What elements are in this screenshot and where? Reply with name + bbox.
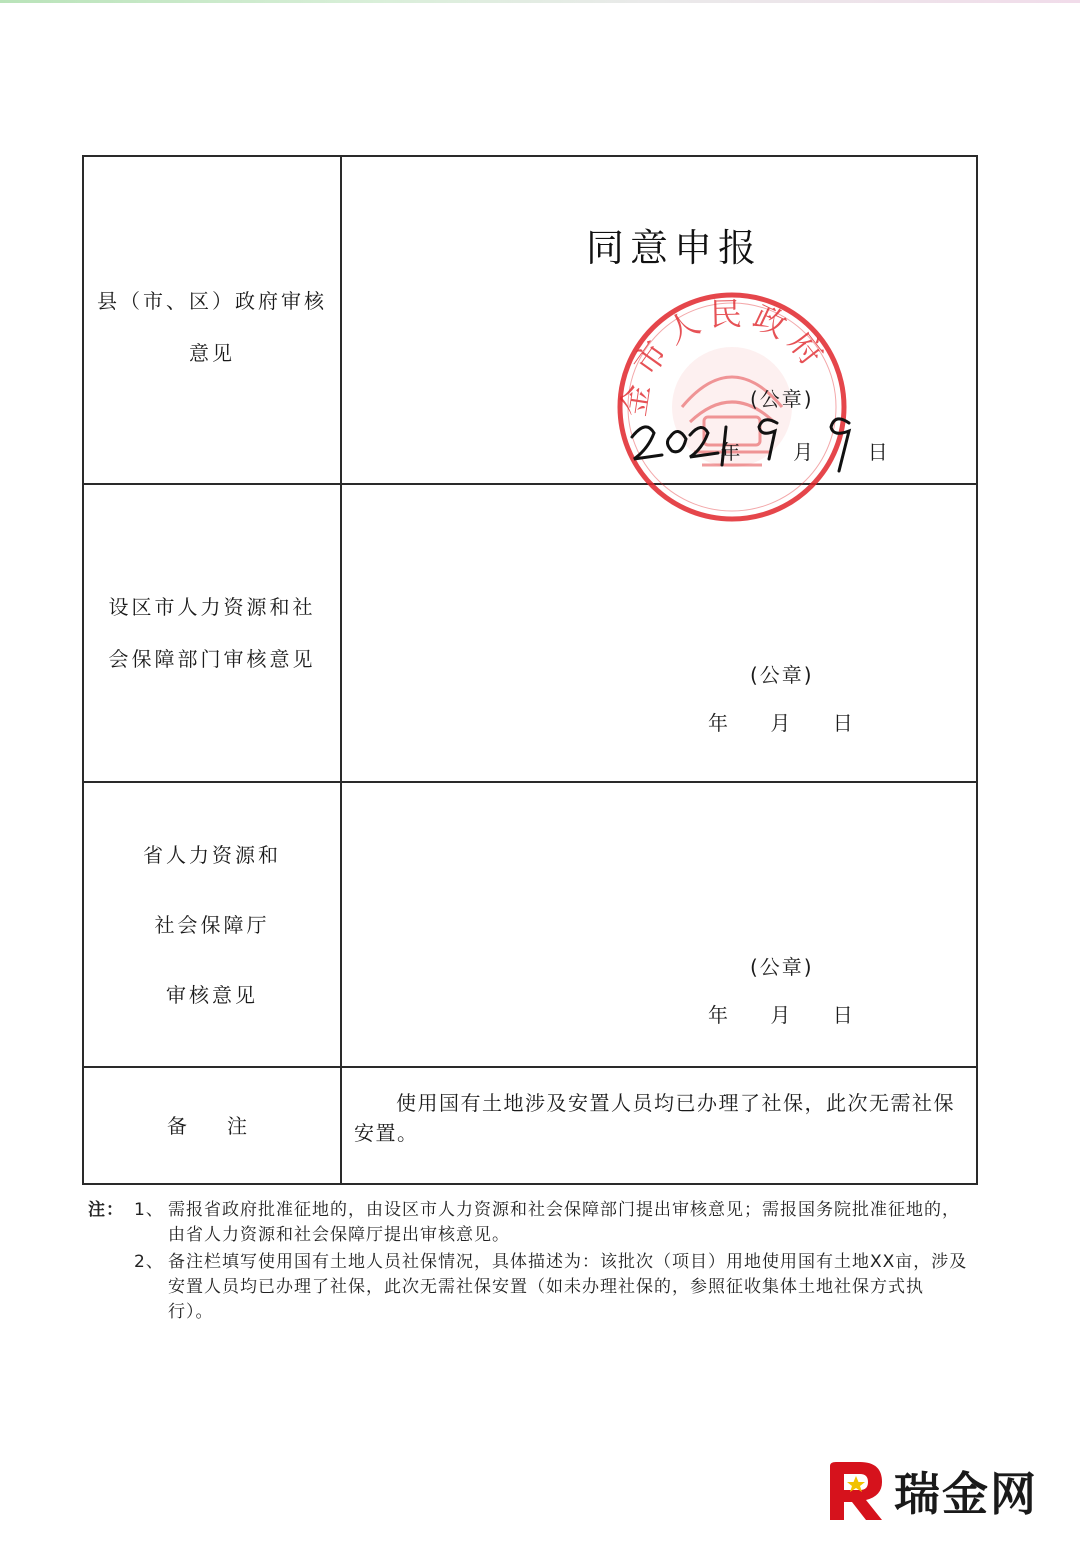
footnote-item: [88, 1198, 968, 1248]
year-unit: 年: [720, 440, 741, 464]
day-unit: 日: [832, 1003, 853, 1027]
label-province-hr-department: [84, 783, 342, 1066]
footnote-number: 1、: [134, 1200, 164, 1220]
content-remarks: [342, 1068, 976, 1183]
footnote-text: 备注栏填写使用国有土地人员社保情况，具体描述为：该批次（项目）用地使用国有土地XX亩，涉及安置人员均已办理了社保，此次无需社保安置（如未办理社保的，参照征收集体土地社保方式执行）。: [168, 1252, 968, 1322]
label-remarks: 备 注: [84, 1068, 342, 1183]
review-form-table: [82, 155, 978, 1185]
seal-text: 金市人民政府: [614, 294, 836, 420]
label-line: 省人力资源和: [143, 842, 281, 867]
day-unit: 日: [832, 711, 853, 735]
day-unit: 日: [867, 440, 888, 464]
month-unit: 月: [770, 1003, 791, 1027]
content-city-hr-department: [342, 485, 976, 781]
seal-label: (公章): [750, 663, 814, 687]
month-unit: 月: [770, 711, 791, 735]
year-unit: 年: [708, 711, 728, 735]
opinion-heading: 同意申报: [586, 226, 763, 270]
footnote-item: [88, 1250, 968, 1325]
label-line: 审核意见: [166, 982, 258, 1007]
handwritten-year-icon: [628, 415, 741, 471]
watermark-text: 瑞金网: [894, 1467, 1038, 1521]
handwritten-day-icon: [819, 411, 869, 475]
footnote-text: 需报省政府批准征地的，由设区市人力资源和社会保障部门提出审核意见；需报国务院批准征地的，由省人力资源和社会保障厅提出审核意见。: [168, 1200, 960, 1245]
content-province-hr-department: [342, 783, 976, 1066]
approval-date: [708, 707, 853, 736]
row-province-hr-department: [84, 783, 976, 1068]
label-county-government: 县（市、区）政府审核意见: [84, 157, 342, 483]
month-unit: 月: [793, 440, 814, 464]
footnotes: [88, 1198, 968, 1325]
content-county-government: [342, 157, 976, 483]
site-watermark: [820, 1458, 1060, 1524]
approval-date: [632, 429, 888, 465]
ruijin-logo-icon: [820, 1458, 890, 1524]
row-remarks: [84, 1068, 976, 1183]
seal-label: (公章): [750, 387, 814, 411]
footnote-number: 2、: [134, 1252, 164, 1272]
approval-date: [708, 999, 853, 1028]
remarks-text: 使用国有土地涉及安置人员均已办理了社保，此次无需社保安置。: [354, 1091, 955, 1145]
year-unit: 年: [708, 1003, 728, 1027]
footnote-prefix: 注：: [88, 1200, 124, 1220]
label-city-hr-department: 设区市人力资源和社会保障部门审核意见: [84, 485, 342, 781]
row-county-government: [84, 157, 976, 485]
row-city-hr-department: [84, 485, 976, 783]
label-line: 社会保障厅: [154, 912, 270, 937]
handwritten-month-icon: [749, 413, 789, 463]
seal-label: (公章): [750, 955, 814, 979]
scan-edge-line: [0, 0, 1080, 3]
